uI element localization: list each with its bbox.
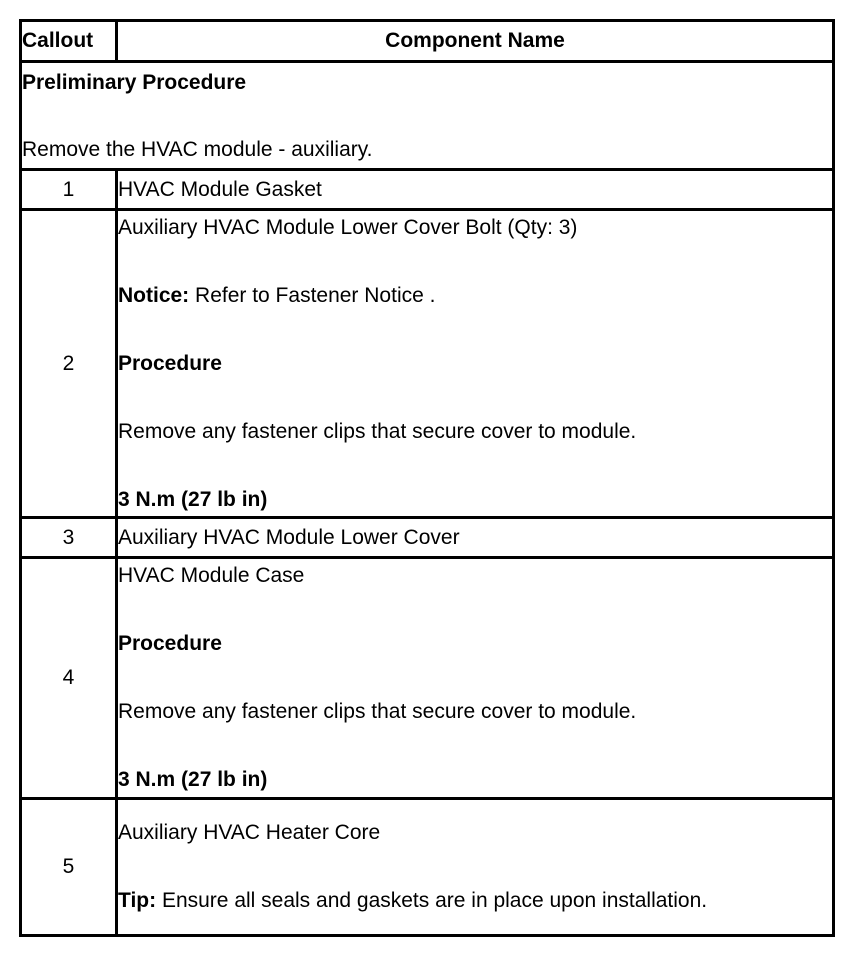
component-name: HVAC Module Case bbox=[118, 564, 305, 587]
preliminary-row bbox=[21, 62, 834, 170]
table-row bbox=[21, 518, 834, 558]
component-cell bbox=[117, 210, 834, 518]
torque-spec: 3 N.m (27 lb in) bbox=[118, 768, 268, 791]
procedure-label: Procedure bbox=[118, 351, 222, 375]
tip-line bbox=[118, 887, 832, 915]
table-row bbox=[21, 170, 834, 210]
notice-label: Notice: bbox=[118, 283, 190, 307]
procedure-text: Remove any fastener clips that secure cover to module. bbox=[118, 419, 637, 443]
component-name: HVAC Module Gasket bbox=[117, 170, 834, 210]
tip-label: Tip: bbox=[118, 889, 157, 912]
header-component-name: Component Name bbox=[117, 21, 834, 62]
callout-number: 1 bbox=[21, 170, 117, 210]
table-row bbox=[21, 210, 834, 518]
table-row bbox=[21, 799, 834, 936]
component-name: Auxiliary HVAC Module Lower Cover bbox=[117, 518, 834, 558]
component-cell bbox=[117, 799, 834, 936]
callout-number: 5 bbox=[21, 799, 117, 936]
tip-text: Ensure all seals and gaskets are in place upon installation. bbox=[156, 889, 708, 912]
procedure-text: Remove any fastener clips that secure cover to module. bbox=[118, 700, 637, 723]
preliminary-cell bbox=[21, 62, 834, 170]
table-header-row bbox=[21, 21, 834, 62]
component-table bbox=[19, 19, 835, 937]
callout-number: 2 bbox=[21, 210, 117, 518]
callout-number: 3 bbox=[21, 518, 117, 558]
procedure-label: Procedure bbox=[118, 632, 222, 655]
preliminary-text: Remove the HVAC module - auxiliary. bbox=[22, 137, 373, 161]
callout-number: 4 bbox=[21, 558, 117, 799]
torque-spec: 3 N.m (27 lb in) bbox=[118, 487, 268, 511]
component-name: Auxiliary HVAC Heater Core bbox=[118, 821, 381, 844]
header-callout: Callout bbox=[21, 21, 117, 62]
component-name: Auxiliary HVAC Module Lower Cover Bolt (Qty: 3) bbox=[118, 215, 578, 239]
notice-line bbox=[118, 282, 832, 310]
preliminary-title: Preliminary Procedure bbox=[22, 70, 247, 94]
notice-text: Refer to Fastener Notice . bbox=[189, 283, 436, 307]
table-row bbox=[21, 558, 834, 799]
component-cell bbox=[117, 558, 834, 799]
